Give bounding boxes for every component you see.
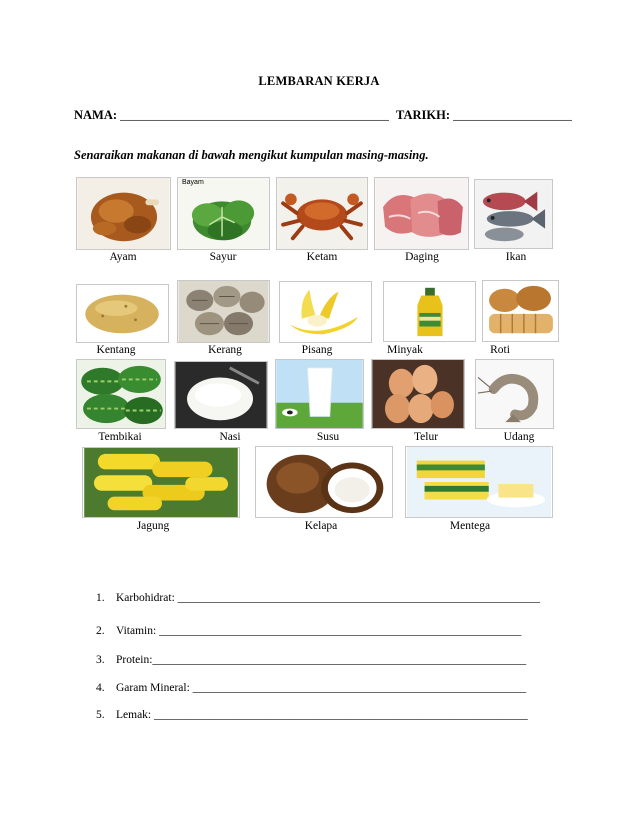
question-garam-mineral: 4. Garam Mineral: __________________________________________________________: [96, 682, 527, 694]
roast-chicken-image: [76, 177, 171, 250]
eggs-image: [371, 359, 465, 429]
food-label-telur: Telur: [413, 431, 439, 443]
instruction-text: Senaraikan makanan di bawah mengikut kumpulan masing-masing.: [74, 148, 429, 162]
crab-image: [276, 177, 368, 250]
watermelon-image: [76, 359, 166, 429]
food-label-jagung: Jagung: [136, 520, 170, 532]
meat-image: [374, 177, 469, 250]
food-label-roti: Roti: [490, 344, 510, 356]
food-label-pisang: Pisang: [301, 344, 333, 356]
name-blank: ___________________________________________: [120, 108, 389, 122]
rice-image: [174, 361, 268, 429]
date-label: TARIKH:: [396, 108, 450, 122]
food-label-ayam: Ayam: [109, 251, 137, 263]
corn-image: [82, 447, 240, 518]
question-protein: 3. Protein:_________________________________________________________________: [96, 654, 527, 666]
food-label-mentega: Mentega: [449, 520, 491, 532]
worksheet-title: LEMBARAN KERJA: [258, 74, 380, 88]
prawn-image: [475, 359, 554, 429]
image-caption: Bayam: [182, 179, 204, 186]
cockles-image: [177, 280, 270, 343]
food-label-susu: Susu: [316, 431, 340, 443]
butter-image: [405, 446, 553, 518]
food-label-kelapa: Kelapa: [304, 520, 338, 532]
coconut-image: [255, 446, 393, 518]
fish-image: [474, 179, 553, 249]
answer-blank[interactable]: _________________________________________________________________: [152, 654, 527, 666]
food-label-tembikai: Tembikai: [98, 431, 142, 443]
question-karbohidrat: 1. Karbohidrat: _______________________________________________________________: [96, 592, 540, 604]
food-label-kerang: Kerang: [208, 344, 242, 356]
answer-blank[interactable]: _________________________________________________________________: [154, 709, 528, 721]
food-label-udang: Udang: [503, 431, 535, 443]
milk-image: [275, 359, 364, 429]
oil-bottle-image: [383, 281, 476, 342]
food-label-minyak: Minyak: [387, 344, 423, 356]
food-label-daging: Daging: [405, 251, 439, 263]
bread-image: [482, 280, 559, 342]
date-blank: ___________________: [453, 108, 572, 122]
banana-image: [279, 281, 372, 343]
name-date-row: [74, 108, 572, 123]
food-label-nasi: Nasi: [219, 431, 241, 443]
question-lemak: 5. Lemak: _________________________________________________________________: [96, 709, 528, 721]
food-label-kentang: Kentang: [96, 344, 136, 356]
answer-blank[interactable]: __________________________________________________________: [192, 682, 527, 694]
answer-blank[interactable]: _______________________________________________________________: [177, 592, 540, 604]
food-label-ikan: Ikan: [505, 251, 527, 263]
answer-blank[interactable]: _______________________________________________________________: [159, 625, 522, 637]
food-label-sayur: Sayur: [209, 251, 237, 263]
question-vitamin: 2. Vitamin: _______________________________________________________________: [96, 625, 522, 637]
name-label: NAMA:: [74, 108, 118, 122]
food-label-ketam: Ketam: [306, 251, 338, 263]
potato-image: [76, 284, 169, 343]
spinach-image: [177, 177, 270, 250]
